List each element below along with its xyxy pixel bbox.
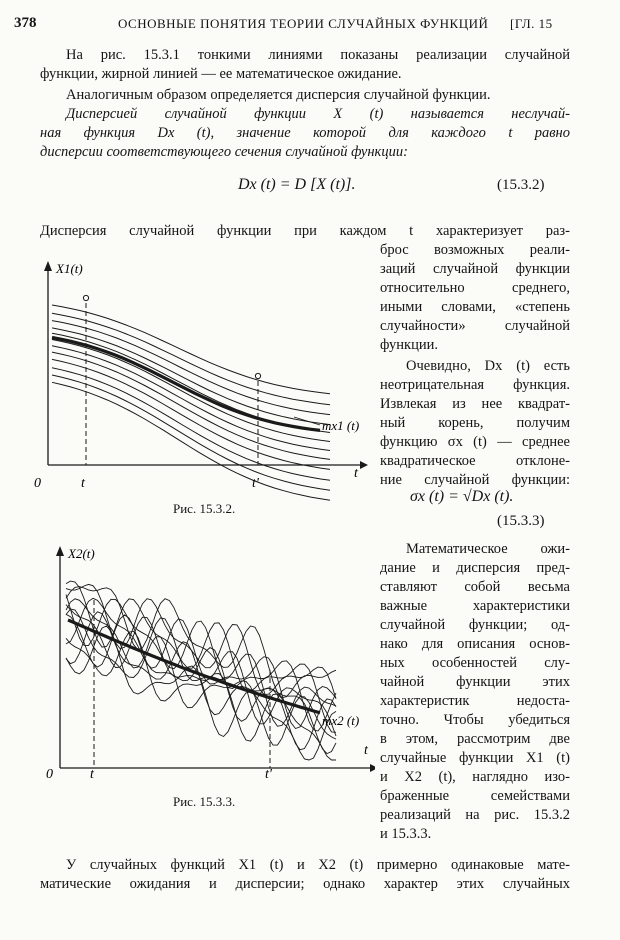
para5-side-1: Математическое ожи- — [406, 541, 570, 557]
t-section-point — [83, 295, 88, 300]
mean-label-leader — [294, 417, 320, 425]
para4-side-4: ный корень, получим — [380, 415, 570, 431]
para4-side-3: Извлекая из нее квадрат- — [380, 396, 570, 412]
para3-line1: Дисперсия случайной функции при каждом t характеризует раз- — [40, 223, 570, 239]
para5-side-3: ставляют собой весьма — [380, 579, 570, 595]
fig1-x-label: t — [354, 466, 358, 481]
formula-15-3-2: Dx (t) = D [X (t)]. — [238, 176, 356, 193]
para5-side-13: и X2 (t), наглядно изо- — [380, 769, 570, 785]
definition-line1: Дисперсией случайной функции X (t) называется неслучай- — [66, 106, 570, 122]
para6-line1: У случайных функций X1 (t) и X2 (t) примерно одинаковые мате- — [66, 857, 570, 873]
para5-side-11: в этом, рассмотрим две — [380, 731, 570, 747]
formula-15-3-2-number: (15.3.2) — [497, 177, 545, 193]
realization-curve — [52, 305, 330, 394]
para2: Аналогичным образом определяется дисперсия случайной функции. — [66, 87, 491, 103]
definition-line3: дисперсии соответствующего сечения случайной функции: — [40, 144, 408, 160]
y-axis-arrow — [44, 261, 52, 271]
figure-15-3-3 — [30, 540, 375, 790]
para5-side-2: дание и дисперсия пред- — [380, 560, 570, 576]
para3-side-5: случайности» случайной — [380, 318, 570, 334]
fig2-origin: 0 — [46, 767, 53, 782]
y-axis-arrow — [56, 546, 64, 556]
para6-line2: матические ожидания и дисперсии; однако характер этих случайных — [40, 876, 570, 892]
para5-side-8: чайной функции этих — [380, 674, 570, 690]
para1-line1: На рис. 15.3.1 тонкими линиями показаны реализации случайной — [66, 47, 570, 63]
para5-side-7: ных особенностей слу- — [380, 655, 570, 671]
x-axis-arrow — [370, 764, 375, 772]
realizations-group — [52, 305, 330, 500]
figure-15-3-2-caption: Рис. 15.3.2. — [173, 501, 236, 516]
para3-side-6: функции. — [380, 337, 438, 353]
page-number: 378 — [14, 15, 37, 31]
para5-side-4: важные характеристики — [380, 598, 570, 614]
running-title: ОСНОВНЫЕ ПОНЯТИЯ ТЕОРИИ СЛУЧАЙНЫХ ФУНКЦИЙ — [118, 16, 489, 31]
fig1-y-label: X1(t) — [56, 261, 83, 276]
fig2-x-label: t — [364, 743, 368, 758]
fig1-mean-label: mx1 (t) — [322, 418, 360, 433]
para4-side-7: ние случайной функции: — [380, 472, 570, 488]
chapter-label: [ГЛ. 15 — [510, 16, 553, 31]
realization-curve — [52, 321, 330, 415]
fig1-origin: 0 — [34, 476, 41, 491]
para3-side-4: иными словами, «степень — [380, 299, 570, 315]
para3-side-1: брос возможных реали- — [380, 242, 570, 258]
para5-side-15: реализаций на рис. 15.3.2 — [380, 807, 570, 823]
para4-side-1: Очевидно, Dx (t) есть — [406, 358, 570, 374]
para5-side-5: случайной функции; од- — [380, 617, 570, 633]
formula-15-3-3-number: (15.3.3) — [497, 513, 545, 529]
para5-side-16: и 15.3.3. — [380, 826, 432, 842]
x-axis-arrow — [360, 461, 368, 469]
realization-curve — [52, 359, 330, 469]
figure-15-3-3-caption: Рис. 15.3.3. — [173, 794, 236, 809]
para4-side-2: неотрицательная функция. — [380, 377, 570, 393]
fig1-t-prime-mark: t' — [252, 476, 259, 491]
para5-side-12: случайные функции X1 (t) — [380, 750, 570, 766]
fig2-t-prime-mark: t' — [265, 767, 272, 782]
t-prime-section-point — [255, 373, 260, 378]
para4-side-6: квадратическое отклоне- — [380, 453, 570, 469]
para5-side-9: характеристик недоста- — [380, 693, 570, 709]
para5-side-6: нако для описания основ- — [380, 636, 570, 652]
formula-15-3-3: σx (t) = √Dx (t). — [410, 488, 514, 505]
para3-side-3: относительно среднего, — [380, 280, 570, 296]
para5-side-14: браженные семействами — [380, 788, 570, 804]
para1-line2: функции, жирной линией — ее математическое ожидание. — [40, 66, 402, 82]
fig2-mean-label: mx2 (t) — [322, 713, 360, 728]
realizations-group — [66, 581, 336, 760]
figure-15-3-2 — [30, 255, 375, 503]
realization-curve — [52, 328, 330, 425]
fig1-t-mark: t — [81, 476, 85, 491]
definition-line2: ная функция Dx (t), значение которой для каждого t равно — [40, 125, 570, 141]
para3-side-2: заций случайной функции — [380, 261, 570, 277]
fig2-t-mark: t — [90, 767, 94, 782]
para4-side-5: функцию σx (t) — среднее — [380, 434, 570, 450]
realization-curve — [66, 581, 336, 732]
para5-side-10: точно. Чтобы убедиться — [380, 712, 570, 728]
fig2-y-label: X2(t) — [68, 546, 95, 561]
